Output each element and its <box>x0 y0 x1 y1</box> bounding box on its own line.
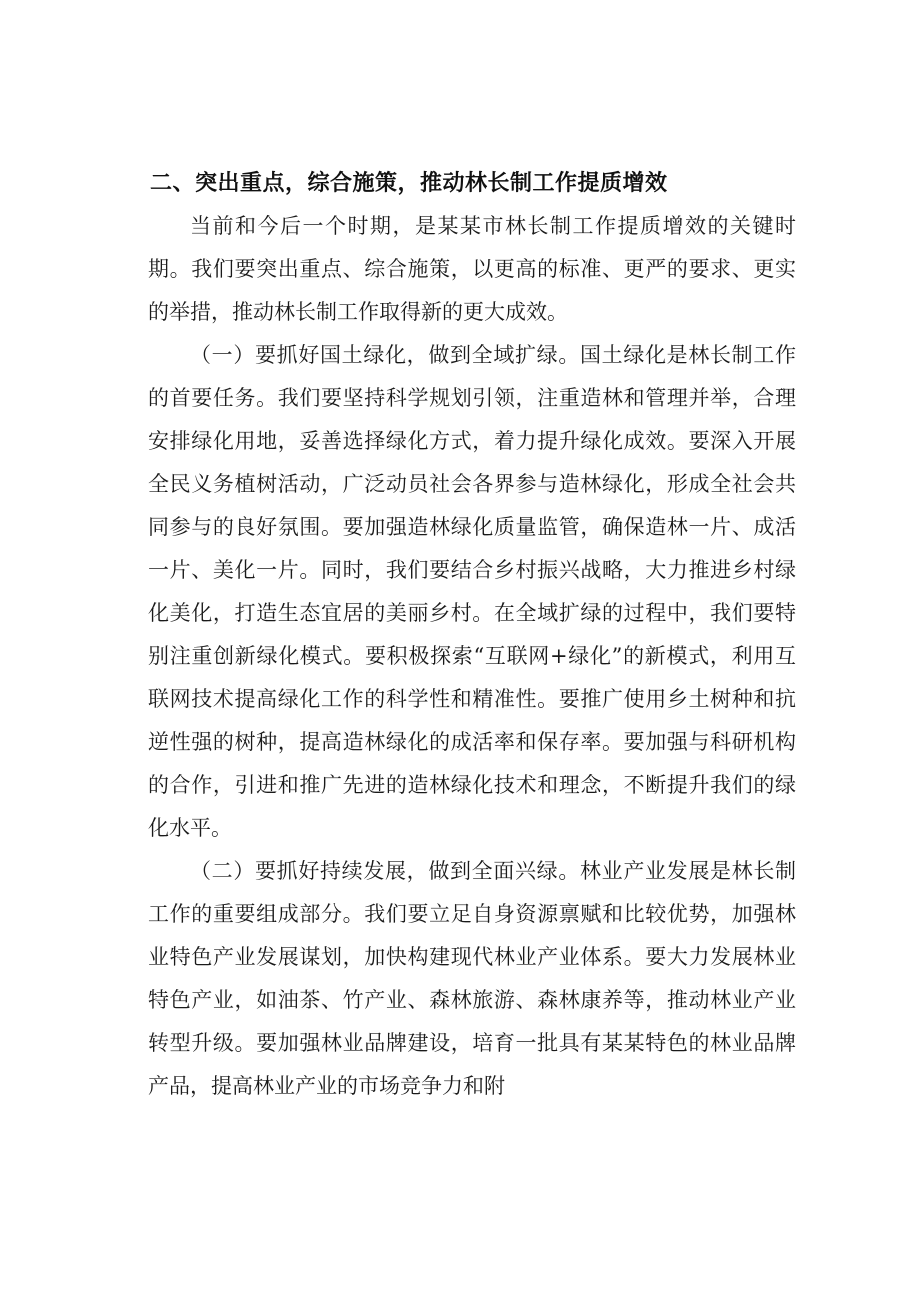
paragraph-sustainable-development: （二）要抓好持续发展，做到全面兴绿。林业产业发展是林长制工作的重要组成部分。我们要立足自身资源禀赋和比较优势，加强林业特色产业发展谋划，加快构建现代林业产业体系。要大力发展林业特色产业，如油茶、竹产业、森林旅游、森林康养等，推动林业产业转型升级。要加强林业品牌建设，培育一批具有某某特色的林业品牌产品，提高林业产业的市场竞争力和附 <box>148 859 796 1098</box>
paragraph-intro: 当前和今后一个时期，是某某市林长制工作提质增效的关键时期。我们要突出重点、综合施策，以更高的标准、更严的要求、更实的举措，推动林长制工作取得新的更大成效。 <box>148 214 796 324</box>
section-heading: 二、突出重点，综合施策，推动林长制工作提质增效 <box>150 171 668 196</box>
document-body <box>148 205 796 1108</box>
paragraph-land-greening: （一）要抓好国土绿化，做到全域扩绿。国土绿化是林长制工作的首要任务。我们要坚持科学规划引领，注重造林和管理并举，合理安排绿化用地，妥善选择绿化方式，着力提升绿化成效。要深入开展全民义务植树活动，广泛动员社会各界参与造林绿化，形成全社会共同参与的良好氛围。要加强造林绿化质量监管，确保造林一片、成活一片、美化一片。同时，我们要结合乡村振兴战略，大力推进乡村绿化美化，打造生态宜居的美丽乡村。在全域扩绿的过程中，我们要特别注重创新绿化模式。要积极探索“互联网+绿化”的新模式，利用互联网技术提高绿化工作的科学性和精准性。要推广使用乡土树种和抗逆性强的树种，提高造林绿化的成活率和保存率。要加强与科研机构的合作，引进和推广先进的造林绿化技术和理念，不断提升我们的绿化水平。 <box>148 343 796 840</box>
